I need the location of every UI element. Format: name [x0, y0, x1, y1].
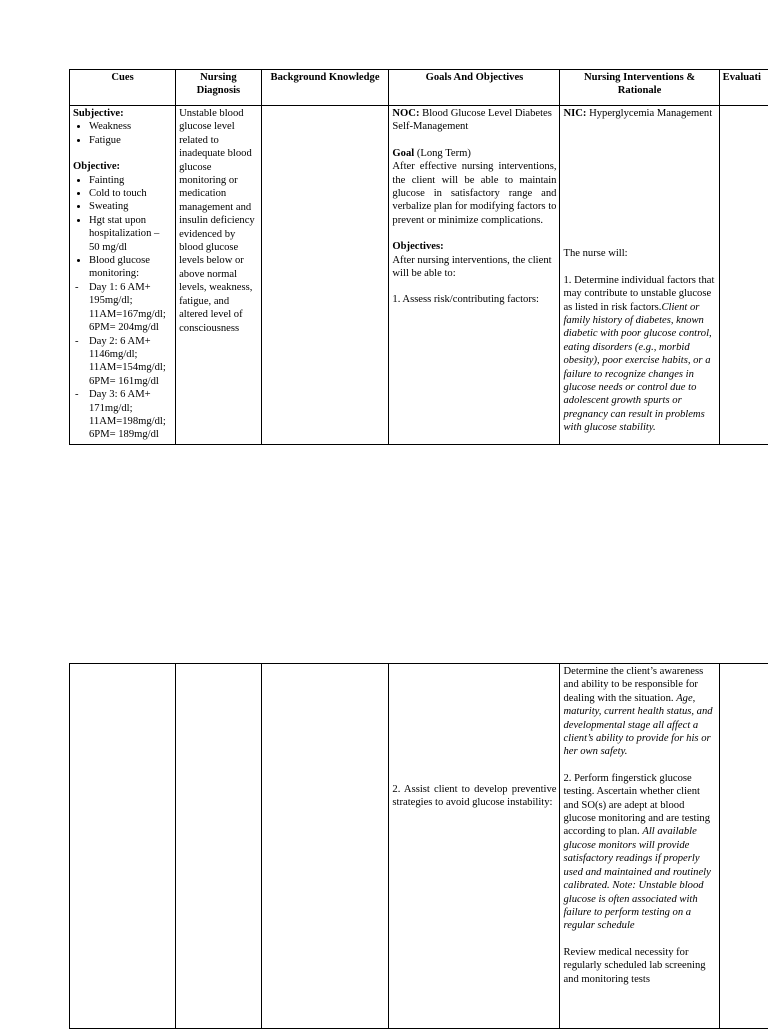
list-item: - Day 1: 6 AM+ 195mg/dl; 11AM=167mg/dl; 6PM= 204mg/dl [89, 281, 172, 335]
intervention-1b [563, 665, 715, 759]
glucose-days-list [73, 281, 172, 442]
list-item: - Day 3: 6 AM+ 171mg/dl; 11AM=198mg/dl; 6PM= 189mg/dl [89, 388, 172, 442]
subjective-label: Subjective: [73, 107, 172, 120]
table-row [70, 106, 768, 445]
intervention-2-text: 2. Perform fingerstick glucose testing. Ascertain whether client and SO(s) are adept at blood glucose monitoring and are testing according to plan. [563, 773, 710, 838]
goal-label: Goal [392, 148, 414, 159]
header-cues: Cues [70, 70, 176, 106]
interventions-cell [560, 664, 719, 1029]
background-cell [261, 106, 389, 445]
list-item: • Blood glucose monitoring: [89, 254, 172, 281]
list-item: • Hgt stat upon hospitalization – 50 mg/dl [89, 214, 172, 254]
table-row [70, 664, 768, 1029]
diagnosis-cell [176, 106, 262, 445]
list-item: • Fainting [89, 174, 172, 187]
evaluation-cell [719, 664, 768, 1029]
care-plan-table-page-1 [69, 69, 768, 445]
header-interventions-rationale: Nursing Interventions & Rationale [560, 70, 719, 106]
intervention-1-text: 1. Determine individual factors that may contribute to unstable glucose as listed in risk factors. [563, 275, 714, 313]
intervention-1-rationale: Client or family history of diabetes, known diabetic with poor glucose control, eating disorders (e.g., morbid obesity), poor exercise habits, or a failure to recognize changes in glucose needs or control due to adolescent growth spurts or pregnancy can result in problems with glucose stability. [563, 302, 711, 434]
list-item: • Sweating [89, 200, 172, 213]
objectives-label: Objectives: [392, 240, 556, 253]
intervention-3-text: Review medical necessity for regularly scheduled lab screening and monitoring tests [563, 946, 715, 986]
intervention-2 [563, 772, 715, 933]
nic-label: NIC: [563, 108, 586, 119]
objective-2: 2. Assist client to develop preventive strategies to avoid glucose instability: [392, 783, 556, 810]
evaluation-cell [719, 106, 768, 445]
care-plan-table-page-2 [69, 663, 768, 1029]
noc-text: Blood Glucose Level Diabetes Self-Management [392, 108, 551, 132]
header-goals-objectives: Goals And Objectives [389, 70, 560, 106]
intervention-1b-rationale: Age, maturity, current health status, and developmental stage all affect a client’s ability to provide for his or her own safety. [563, 693, 712, 758]
list-item: • Cold to touch [89, 187, 172, 200]
intervention-2-rationale: All available glucose monitors will provide satisfactory readings if properly used and maintained and routinely calibrated. Note: Unstable blood glucose is often associated with failure to perform testing on a regular schedule [563, 826, 710, 931]
objective-1: 1. Assess risk/contributing factors: [392, 293, 556, 306]
table-header-row [70, 70, 768, 106]
goals-cell [389, 664, 560, 1029]
list-item: - Day 2: 6 AM+ 1146mg/dl; 11AM=154mg/dl; 6PM= 161mg/dl [89, 335, 172, 389]
list-item: • Fatigue [89, 134, 172, 147]
nic-text: Hyperglycemia Management [589, 108, 712, 119]
subjective-list [73, 120, 172, 147]
objective-label: Objective: [73, 160, 172, 173]
objectives-intro: After nursing interventions, the client will be able to: [392, 254, 556, 281]
goal-text: After effective nursing interventions, the client will be able to maintain glucose in satisfactory range and verbalize plan for modifying factors to prevent or minimize complications. [392, 160, 556, 227]
goals-cell [389, 106, 560, 445]
goal-term: (Long Term) [417, 148, 471, 159]
list-item: • Weakness [89, 120, 172, 133]
nurse-will: The nurse will: [563, 247, 715, 260]
nic-line [563, 107, 715, 120]
noc-label: NOC: [392, 108, 419, 119]
cues-cell [70, 664, 176, 1029]
intervention-1b-text: Determine the client’s awareness and ability to be responsible for dealing with the situation. [563, 666, 703, 704]
header-nursing-diagnosis: Nursing Diagnosis [176, 70, 262, 106]
objective-list [73, 174, 172, 281]
header-evaluation: Evaluati [719, 70, 768, 106]
noc-line [392, 107, 556, 134]
goal-line [392, 147, 556, 160]
cues-cell [70, 106, 176, 445]
header-background-knowledge: Background Knowledge [261, 70, 389, 106]
interventions-cell [560, 106, 719, 445]
diagnosis-text: Unstable blood glucose level related to inadequate blood glucose monitoring or medication management and insulin deficiency evidenced by blood glucose levels below or above normal levels, weakness, fatigue, and altered level of consciousness [179, 107, 258, 335]
intervention-1 [563, 274, 715, 435]
background-cell [261, 664, 389, 1029]
diagnosis-cell [176, 664, 262, 1029]
